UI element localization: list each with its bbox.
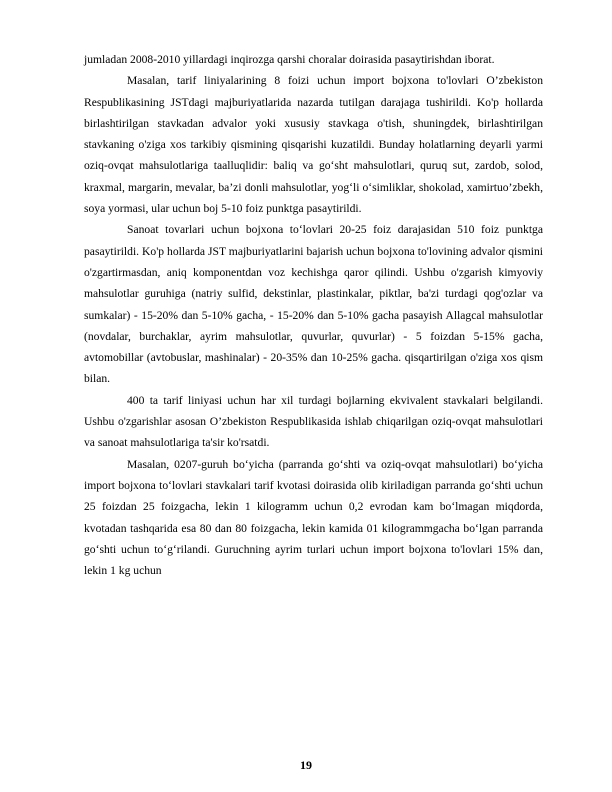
paragraph: Masalan, tarif liniyalarining 8 foizi uchun import bojxona to'lovlari O’zbekiston Respublikasining JSTdagi majburiyatlarida nazarda tutilgan darajaga tushirildi. Ko'p hollarda birlashtirilgan stavkadan advalor yoki xususiy stavkaga o'tish, shuningdek, birlashtirilgan stavkaning o'ziga xos tarkibiy qismining qisqarishi kuzatildi. Bunday holatlarning deyarli yarmi oziq-ovqat mahsulotlariga taalluqlidir: baliq va go‘sht mahsulotlari, quruq sut, zardob, solod, kraxmal, margarin, mevalar, ba’zi donli mahsulotlar, yog‘li o‘simliklar, shokolad, xamirtuo’zbekh, soya yormasi, ular uchun boj 5-10 foiz punktga pasaytirildi. <box>84 74 543 216</box>
paragraph: jumladan 2008-2010 yillardagi inqirozga qarshi choralar doirasida pasaytirishdan iborat. <box>84 53 495 66</box>
paragraph: Sanoat tovarlari uchun bojxona to‘lovlari 20-25 foiz darajasidan 510 foiz punktga pasaytirildi. Ko'p hollarda JST majburiyatlarini bajarish uchun bojxona to'lovining advalor qismini o'zgartirmasdan, aniq komponentdan voz kechishga qaror qilindi. Ushbu o'zgarish kimyoviy mahsulotlar guruhiga (natriy sulfid, dekstinlar, plastinkalar, piktlar, ba'zi turdagi qog'ozlar va sumkalar) - 15-20% dan 5-10% gacha, - 15-20% dan 5-10% gacha pasayish Allagcal mahsulotlar (novdalar, burchaklar, ayrim mahsulotlar, quvurlar, quvurlar) - 5 foizdan 5-15% gacha, avtomobillar (avtobuslar, mashinalar) - 20-35% dan 10-25% gacha. qisqartirilgan o'ziga xos qism bilan. <box>84 223 543 386</box>
paragraph: 400 ta tarif liniyasi uchun har xil turdagi bojlarning ekvivalent stavkalari belgilandi. Ushbu o'zgarishlar asosan O’zbekiston Respublikasida ishlab chiqarilgan oziq-ovqat mahsulotlari va sanoat mahsulotlariga ta'sir ko'rsatdi. <box>84 393 543 450</box>
body-text <box>84 49 543 581</box>
paragraph: Masalan, 0207-guruh bo‘yicha (parranda go‘shti va oziq-ovqat mahsulotlari) bo‘yicha import bojxona to‘lovlari stavkalari tarif kvotasi doirasida olib kiriladigan parranda go‘shti uchun 25 foizdan 25 foizgacha, lekin 1 kilogramm uchun 0,2 evrodan kam bo‘lmagan miqdorda, kvotadan tashqarida esa 80 dan 80 foizgacha, lekin kamida 01 kilogrammgacha bo‘lgan parranda go‘shti uchun to‘g‘rilandi. Guruchning ayrim turlari uchun import bojxona to'lovlari 15% dan, lekin 1 kg uchun <box>84 457 543 578</box>
page-number: 19 <box>300 758 312 772</box>
